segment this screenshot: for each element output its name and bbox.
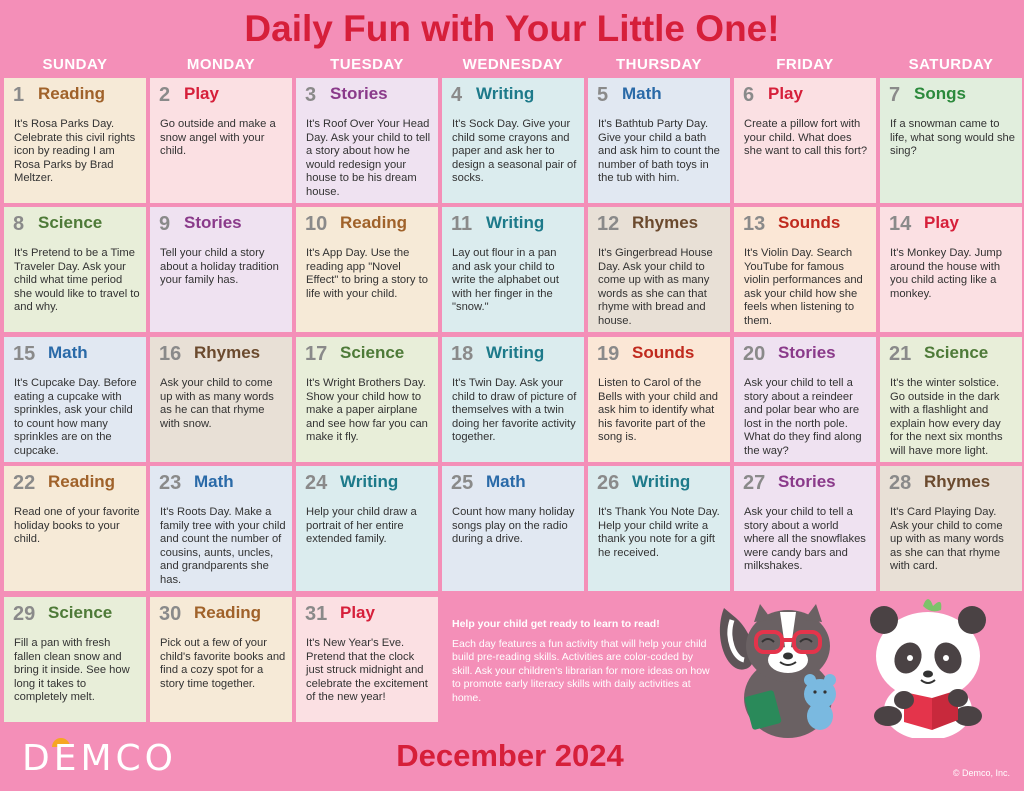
skill-label: Science bbox=[48, 603, 113, 622]
weekday-label: TUESDAY bbox=[330, 56, 404, 73]
activity-text: Fill a pan with fresh fallen clean snow and bring it inside. See how long it takes to completely melt. bbox=[14, 637, 130, 704]
activity-text: Count how many holiday songs play on the radio during a drive. bbox=[452, 506, 575, 546]
weekday-label: FRIDAY bbox=[776, 56, 834, 73]
day-number: 6 bbox=[743, 84, 755, 106]
activity-text: It's Twin Day. Ask your child to draw of picture of themselves with a twin doing her favorite activity together. bbox=[452, 377, 577, 444]
activity-text: If a snowman came to life, what song would she sing? bbox=[890, 118, 1016, 158]
activity-text: Lay out flour in a pan and ask your child to write the alphabet out with her finger in the "snow." bbox=[452, 247, 559, 314]
skill-label: Science bbox=[340, 343, 405, 362]
skill-label: Math bbox=[194, 472, 234, 491]
activity-text: It's Pretend to be a Time Traveler Day. Ask your child what time period she would like to travel to and why. bbox=[14, 247, 140, 314]
activity-text: Create a pillow fort with your child. What does she want to call this fort? bbox=[744, 118, 868, 158]
day-cell bbox=[588, 466, 730, 591]
day-number: 2 bbox=[159, 84, 171, 106]
skill-label: Science bbox=[924, 343, 989, 362]
activity-text: It's Violin Day. Search YouTube for famous violin performances and ask your child how she feels when listening to them. bbox=[744, 247, 863, 327]
weekday-label: SATURDAY bbox=[908, 56, 994, 73]
skill-label: Rhymes bbox=[194, 343, 261, 362]
activity-text: Help your child draw a portrait of her entire extended family. bbox=[306, 506, 417, 546]
day-cell bbox=[296, 597, 438, 722]
day-number: 4 bbox=[451, 84, 463, 106]
day-cell bbox=[4, 78, 146, 203]
weekday-label: SUNDAY bbox=[42, 56, 108, 73]
day-number: 26 bbox=[597, 472, 620, 494]
day-cell bbox=[4, 597, 146, 722]
skill-label: Stories bbox=[778, 343, 836, 362]
skunk-reading-icon bbox=[720, 604, 836, 738]
calendar-title: Daily Fun with Your Little One! bbox=[244, 8, 780, 49]
day-number: 15 bbox=[13, 343, 36, 365]
day-number: 31 bbox=[305, 603, 328, 625]
activity-text: It's Rosa Parks Day. Celebrate this civil rights icon by reading I am Rosa Parks by Brad Meltzer. bbox=[14, 118, 136, 185]
day-number: 17 bbox=[305, 343, 328, 365]
day-number: 29 bbox=[13, 603, 36, 625]
day-cell bbox=[880, 207, 1022, 332]
day-number: 30 bbox=[159, 603, 182, 625]
skill-label: Stories bbox=[778, 472, 836, 491]
day-cell bbox=[442, 337, 584, 462]
skill-label: Math bbox=[486, 472, 526, 491]
day-cell bbox=[150, 597, 292, 722]
skill-label: Sounds bbox=[778, 213, 841, 232]
activity-text: It's Card Playing Day. Ask your child to come up with as many words as she can that rhyme with card. bbox=[890, 506, 1004, 573]
day-number: 1 bbox=[13, 84, 25, 106]
panda-reading-icon bbox=[870, 599, 986, 738]
day-cell bbox=[150, 78, 292, 203]
day-cell bbox=[4, 207, 146, 332]
day-number: 21 bbox=[889, 343, 912, 365]
activity-text: Listen to Carol of the Bells with your child and ask him to identify what his favorite part of the song is. bbox=[598, 377, 719, 444]
copyright: © Demco, Inc. bbox=[952, 768, 1010, 778]
day-number: 13 bbox=[743, 213, 766, 235]
skill-label: Stories bbox=[184, 213, 242, 232]
skill-label: Stories bbox=[330, 84, 388, 103]
skill-label: Play bbox=[340, 603, 375, 622]
activity-text: It's Thank You Note Day. Help your child write a thank you note for a gift he received. bbox=[598, 506, 720, 559]
day-cell bbox=[442, 207, 584, 332]
weekday-label: THURSDAY bbox=[616, 56, 702, 73]
info-heading: Help your child get ready to learn to read! bbox=[452, 618, 660, 630]
day-number: 8 bbox=[13, 213, 25, 235]
day-number: 10 bbox=[305, 213, 328, 235]
skunk-and-panda-illustration bbox=[718, 598, 1008, 738]
skill-label: Play bbox=[768, 84, 803, 103]
day-number: 23 bbox=[159, 472, 182, 494]
day-number: 27 bbox=[743, 472, 766, 494]
day-cell bbox=[880, 78, 1022, 203]
info-body: Each day features a fun activity that will help your child build pre-reading skills. Activities are color-coded by skill. Ask your children's librarian for more ideas on how to promote early literacy skills with daily activities at home. bbox=[452, 638, 710, 704]
day-cell bbox=[880, 337, 1022, 462]
activity-text: It's the winter solstice. Go outside in the dark with a flashlight and explain how every day for the next six months will have more light. bbox=[890, 377, 1003, 457]
skill-label: Reading bbox=[340, 213, 408, 232]
day-number: 25 bbox=[451, 472, 474, 494]
day-cell bbox=[296, 337, 438, 462]
day-cell bbox=[442, 78, 584, 203]
day-cell bbox=[734, 466, 876, 591]
day-number: 7 bbox=[889, 84, 901, 106]
skill-label: Science bbox=[38, 213, 103, 232]
day-cell bbox=[442, 466, 584, 591]
day-cell bbox=[296, 466, 438, 591]
day-number: 12 bbox=[597, 213, 620, 235]
day-cell bbox=[150, 466, 292, 591]
activity-text: Ask your child to tell a story about a reindeer and polar bear who are lost in the north pole. What do they find along the way? bbox=[744, 377, 862, 457]
day-cell bbox=[150, 207, 292, 332]
activity-text: Ask your child to come up with as many words as he can that rhyme with snow. bbox=[160, 377, 274, 430]
skill-label: Reading bbox=[38, 84, 106, 103]
activity-text: It's Bathtub Party Day. Give your child a bath and ask him to count the number of bath toys in the tub with him. bbox=[598, 118, 720, 185]
skill-label: Sounds bbox=[632, 343, 695, 362]
activity-text: It's Roots Day. Make a family tree with your child and count the number of cousins, aunts, uncles, and grandparents she has. bbox=[160, 506, 286, 586]
day-cell bbox=[734, 337, 876, 462]
day-cell bbox=[296, 207, 438, 332]
day-cell bbox=[734, 207, 876, 332]
info-panel bbox=[452, 618, 714, 705]
skill-label: Math bbox=[622, 84, 662, 103]
day-number: 5 bbox=[597, 84, 609, 106]
skill-label: Reading bbox=[194, 603, 262, 622]
month-label: December 2024 bbox=[396, 738, 624, 773]
skill-label: Writing bbox=[486, 213, 545, 232]
weekday-label: WEDNESDAY bbox=[462, 56, 564, 73]
day-cell bbox=[588, 207, 730, 332]
activity-text: It's Cupcake Day. Before eating a cupcake with sprinkles, ask your child to count how many sprinkles are on the cupcake. bbox=[14, 377, 137, 457]
day-number: 18 bbox=[451, 343, 474, 365]
skill-label: Writing bbox=[476, 84, 535, 103]
skill-label: Play bbox=[184, 84, 219, 103]
day-cell bbox=[150, 337, 292, 462]
activity-text: Tell your child a story about a holiday tradition your family has. bbox=[160, 247, 279, 287]
day-cell bbox=[4, 466, 146, 591]
skill-label: Writing bbox=[340, 472, 399, 491]
skill-label: Reading bbox=[48, 472, 116, 491]
activity-text: It's Wright Brothers Day. Show your child how to make a paper airplane and see how far you can make it fly. bbox=[306, 377, 428, 444]
day-number: 24 bbox=[305, 472, 328, 494]
activity-text: It's Sock Day. Give your child some crayons and paper and ask her to design a seasonal pair of socks. bbox=[452, 118, 577, 185]
day-cell bbox=[734, 78, 876, 203]
activity-text: It's New Year's Eve. Pretend that the clock just struck midnight and celebrate the excitement of the new year! bbox=[306, 637, 428, 704]
activity-text: It's App Day. Use the reading app "Novel Effect" to bring a story to life with your child. bbox=[306, 247, 428, 300]
day-cell bbox=[588, 78, 730, 203]
day-cell bbox=[4, 337, 146, 462]
activity-text: It's Gingerbread House Day. Ask your child to come up with as many words as she can that rhyme with bread and house. bbox=[598, 247, 713, 327]
demco-logo: DEMCO bbox=[22, 738, 177, 779]
skill-label: Rhymes bbox=[924, 472, 991, 491]
day-number: 3 bbox=[305, 84, 317, 106]
day-number: 9 bbox=[159, 213, 171, 235]
skill-label: Play bbox=[924, 213, 959, 232]
day-number: 20 bbox=[743, 343, 766, 365]
day-cell bbox=[880, 466, 1022, 591]
activity-text: It's Roof Over Your Head Day. Ask your child to tell a story about how he would redesign your house to be his dream house. bbox=[306, 118, 431, 198]
day-number: 16 bbox=[159, 343, 182, 365]
day-number: 28 bbox=[889, 472, 912, 494]
day-number: 22 bbox=[13, 472, 36, 494]
day-cell bbox=[296, 78, 438, 203]
weekday-header-row bbox=[0, 56, 1024, 74]
skill-label: Writing bbox=[632, 472, 691, 491]
activity-text: It's Monkey Day. Jump around the house with you child acting like a monkey. bbox=[890, 247, 1002, 300]
skill-label: Math bbox=[48, 343, 88, 362]
activity-text: Read one of your favorite holiday books to your child. bbox=[14, 506, 140, 546]
activity-text: Ask your child to tell a story about a world where all the snowflakes were candy bars and milkshakes. bbox=[744, 506, 866, 573]
day-number: 11 bbox=[451, 213, 473, 235]
skill-label: Writing bbox=[486, 343, 545, 362]
day-cell bbox=[588, 337, 730, 462]
day-number: 19 bbox=[597, 343, 620, 365]
skill-label: Songs bbox=[914, 84, 966, 103]
weekday-label: MONDAY bbox=[186, 56, 256, 73]
skill-label: Rhymes bbox=[632, 213, 699, 232]
activity-text: Go outside and make a snow angel with your child. bbox=[160, 118, 276, 158]
activity-text: Pick out a few of your child's favorite books and find a cozy spot for a story time together. bbox=[160, 637, 286, 690]
day-number: 14 bbox=[889, 213, 912, 235]
